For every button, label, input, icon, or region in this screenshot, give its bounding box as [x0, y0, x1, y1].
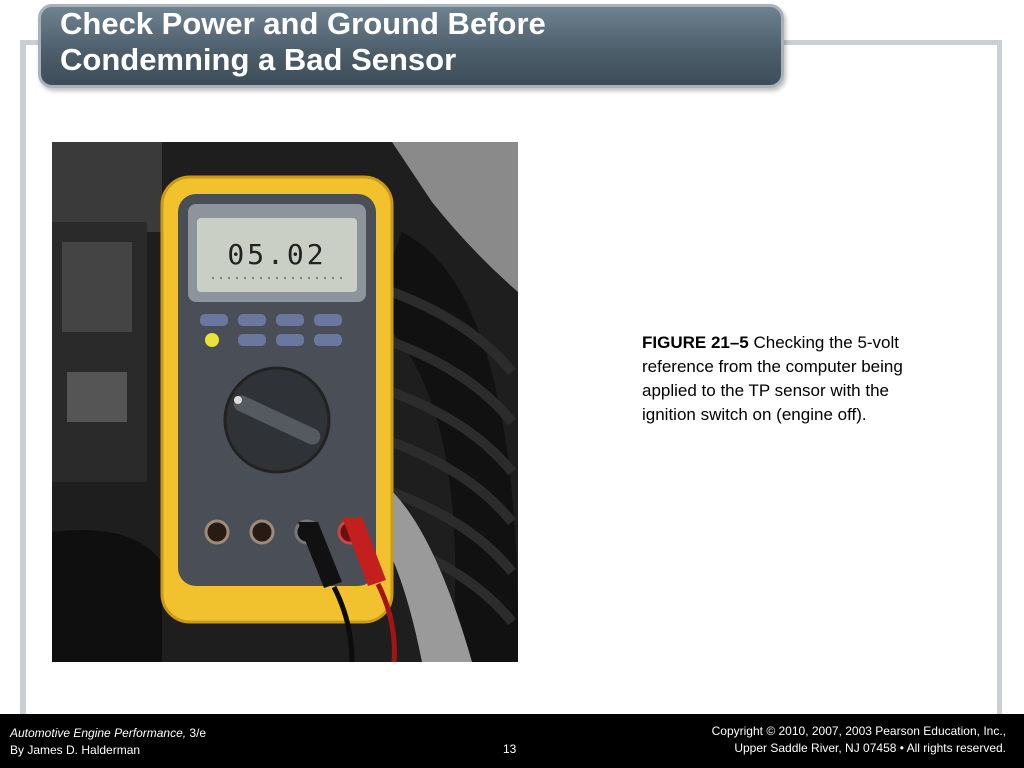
multimeter-illustration	[52, 142, 518, 662]
figure-caption	[642, 331, 917, 427]
footer-bar	[0, 714, 1024, 768]
footer-edition: 3/e	[186, 726, 207, 740]
footer-copyright-line-1: Copyright © 2010, 2007, 2003 Pearson Education, Inc.,	[711, 724, 1006, 738]
multimeter-photo	[52, 142, 518, 662]
footer-copyright-line-2: Upper Saddle River, NJ 07458 • All rights reserved.	[734, 741, 1006, 755]
footer-copyright	[712, 723, 1006, 757]
footer-book-info	[10, 725, 206, 759]
figure-label: FIGURE 21–5	[642, 333, 749, 352]
slide-frame-left	[20, 40, 26, 716]
figure-caption-text: Checking the 5-volt reference from the computer being applied to the TP sensor with the ignition switch on (engine off).	[642, 333, 903, 424]
footer-page-number: 13	[503, 742, 517, 756]
slide-title-line-1: Check Power and Ground Before	[60, 6, 546, 41]
footer-author: By James D. Halderman	[10, 743, 141, 757]
footer-book-title: Automotive Engine Performance,	[10, 726, 187, 740]
slide-title	[60, 6, 760, 78]
meter-reading: 05.02	[227, 238, 327, 271]
slide-title-line-2: Condemning a Bad Sensor	[60, 42, 457, 77]
